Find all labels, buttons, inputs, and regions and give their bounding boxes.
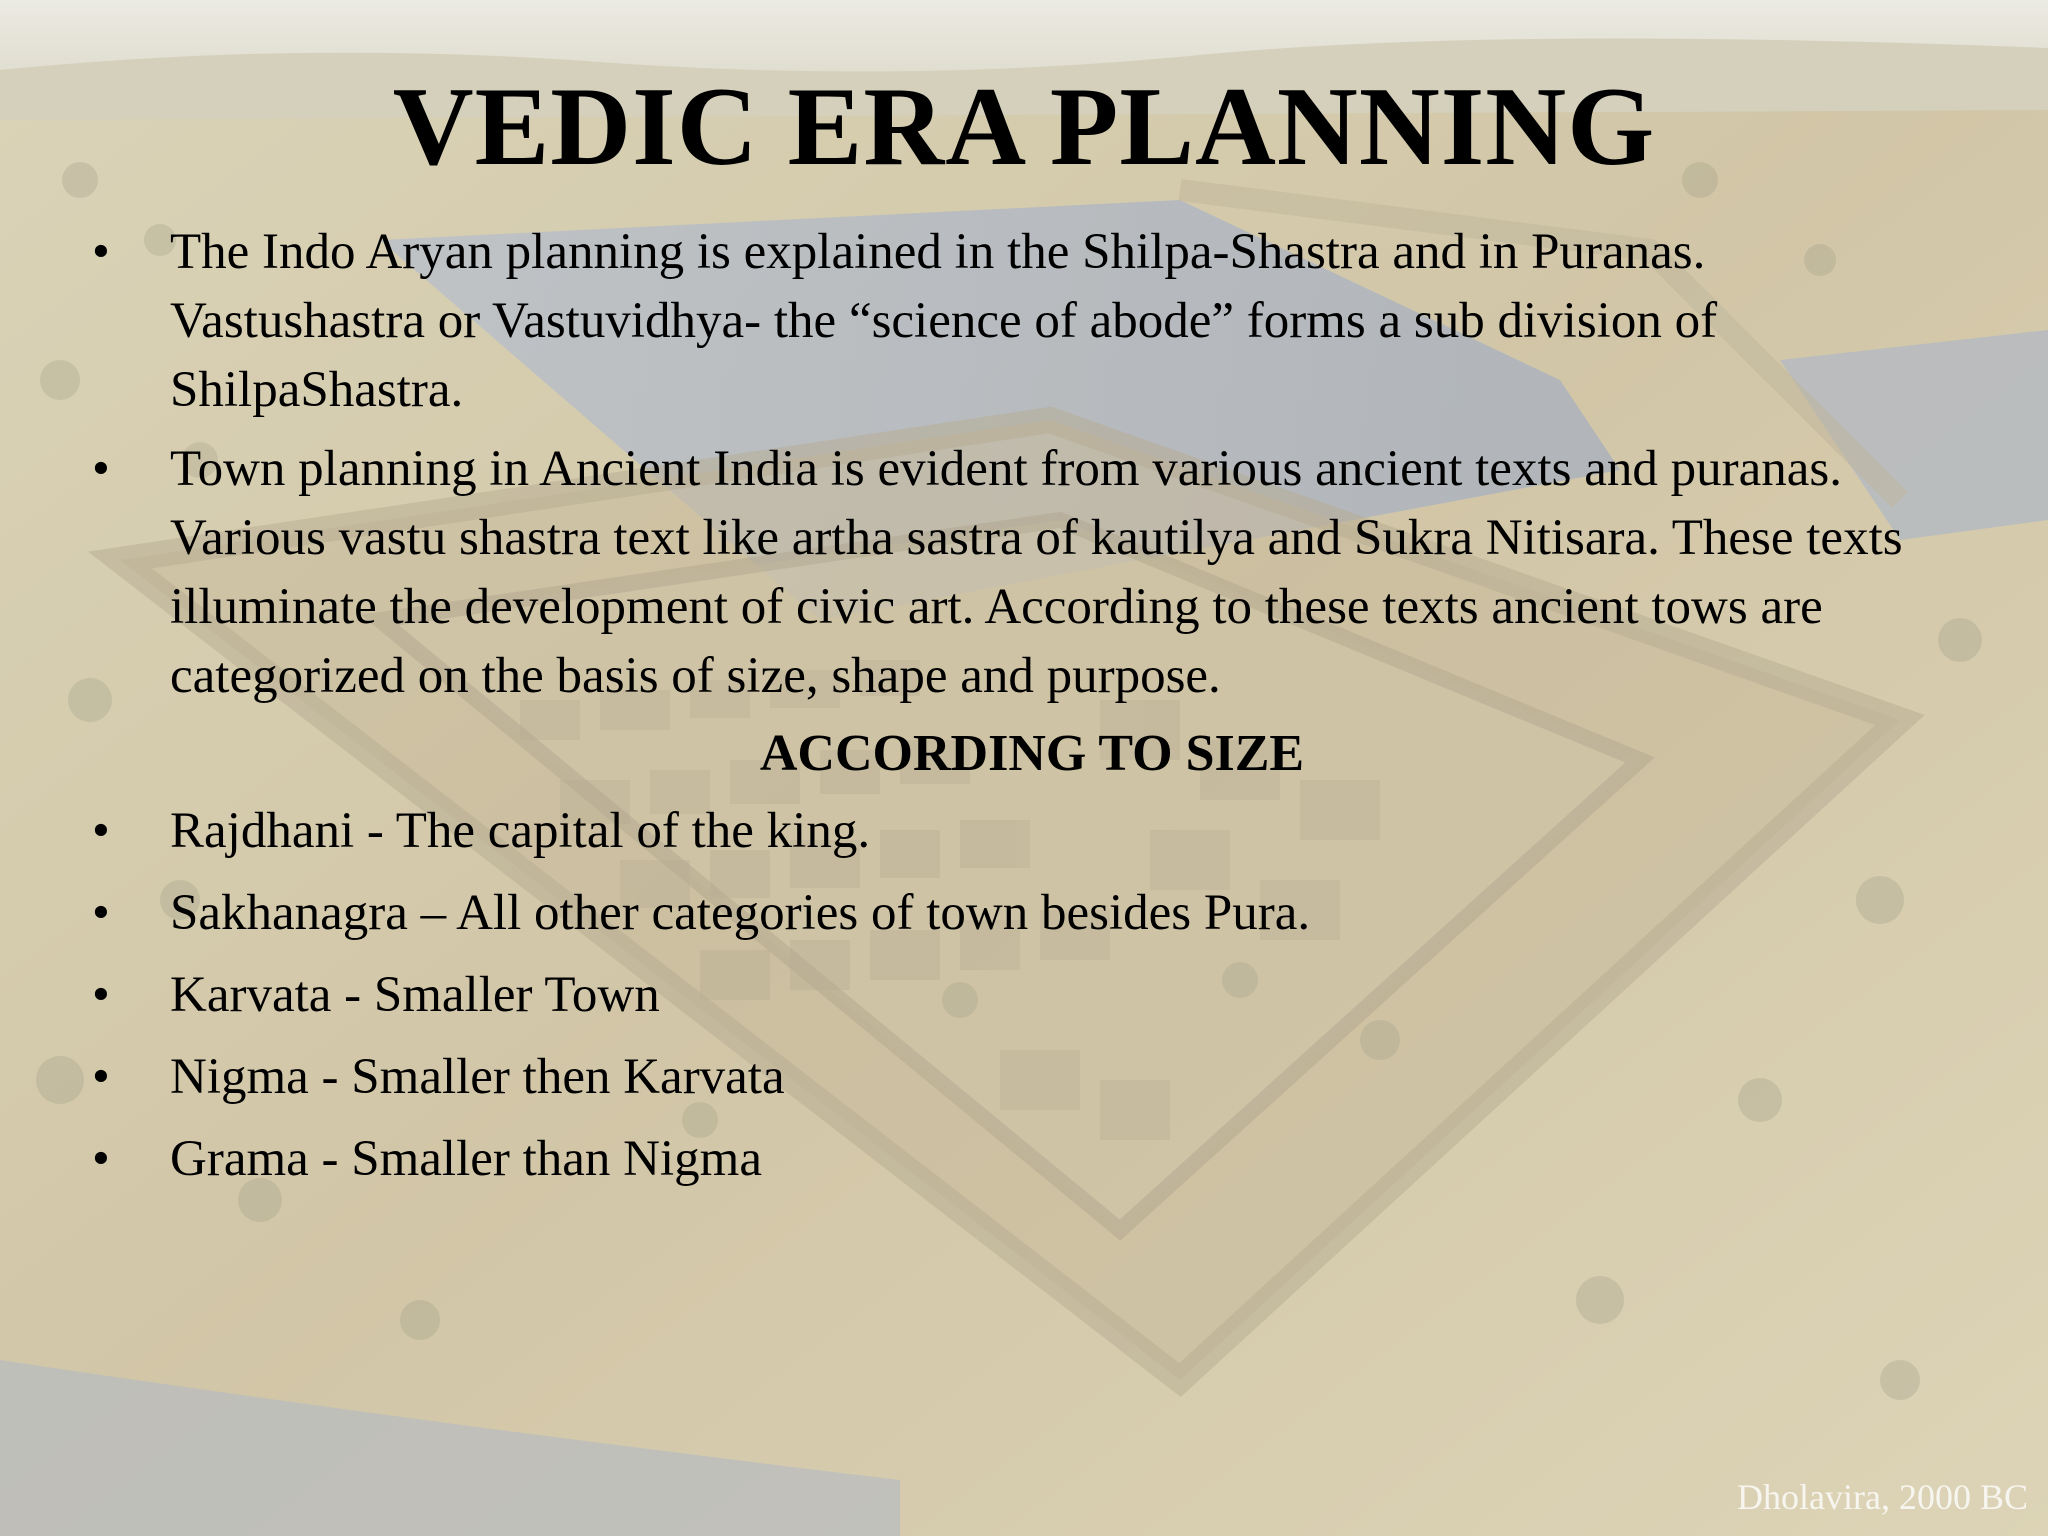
bullet-item	[92, 797, 1972, 866]
bullet-text: Karvata - Smaller Town	[170, 967, 660, 1023]
bullet-item	[92, 218, 1972, 425]
bullet-dot-icon: •	[92, 885, 110, 941]
bullet-dot-icon: •	[92, 1131, 110, 1187]
bullet-text: Nigma - Smaller then Karvata	[170, 1049, 785, 1105]
bullet-text: Rajdhani - The capital of the king.	[170, 803, 871, 859]
slide-title: VEDIC ERA PLANNING	[392, 65, 1656, 189]
bullet-dot-icon: •	[92, 803, 110, 859]
bullet-text: Grama - Smaller than Nigma	[170, 1131, 762, 1187]
bullet-dot-icon: •	[92, 224, 110, 280]
section-heading: ACCORDING TO SIZE	[759, 725, 1305, 782]
bullet-item	[92, 1043, 1972, 1112]
bullet-text: Sakhanagra – All other categories of town besides Pura.	[170, 885, 1311, 941]
bullet-dot-icon: •	[92, 1049, 110, 1105]
bullet-text: The Indo Aryan planning is explained in the Shilpa-Shastra and in Puranas. Vastushastra or Vastuvidhya- the “science of abode” forms a sub division of ShilpaShastra.	[170, 224, 1718, 418]
bullet-item	[92, 435, 1972, 711]
bullet-item	[92, 961, 1972, 1030]
bullet-dot-icon: •	[92, 441, 110, 497]
bullet-dot-icon: •	[92, 967, 110, 1023]
slide-content	[92, 218, 1972, 1207]
bullet-text: Town planning in Ancient India is evident from various ancient texts and puranas. Various vastu shastra text like artha sastra of kautilya and Sukra Nitisara. These texts illuminate the development of civic art. According to these texts ancient tows are categorized on the basis of size, shape and purpose.	[170, 441, 1903, 704]
bullet-item	[92, 1125, 1972, 1194]
bullet-item	[92, 879, 1972, 948]
background-caption: Dholavira, 2000 BC	[1737, 1477, 2028, 1517]
